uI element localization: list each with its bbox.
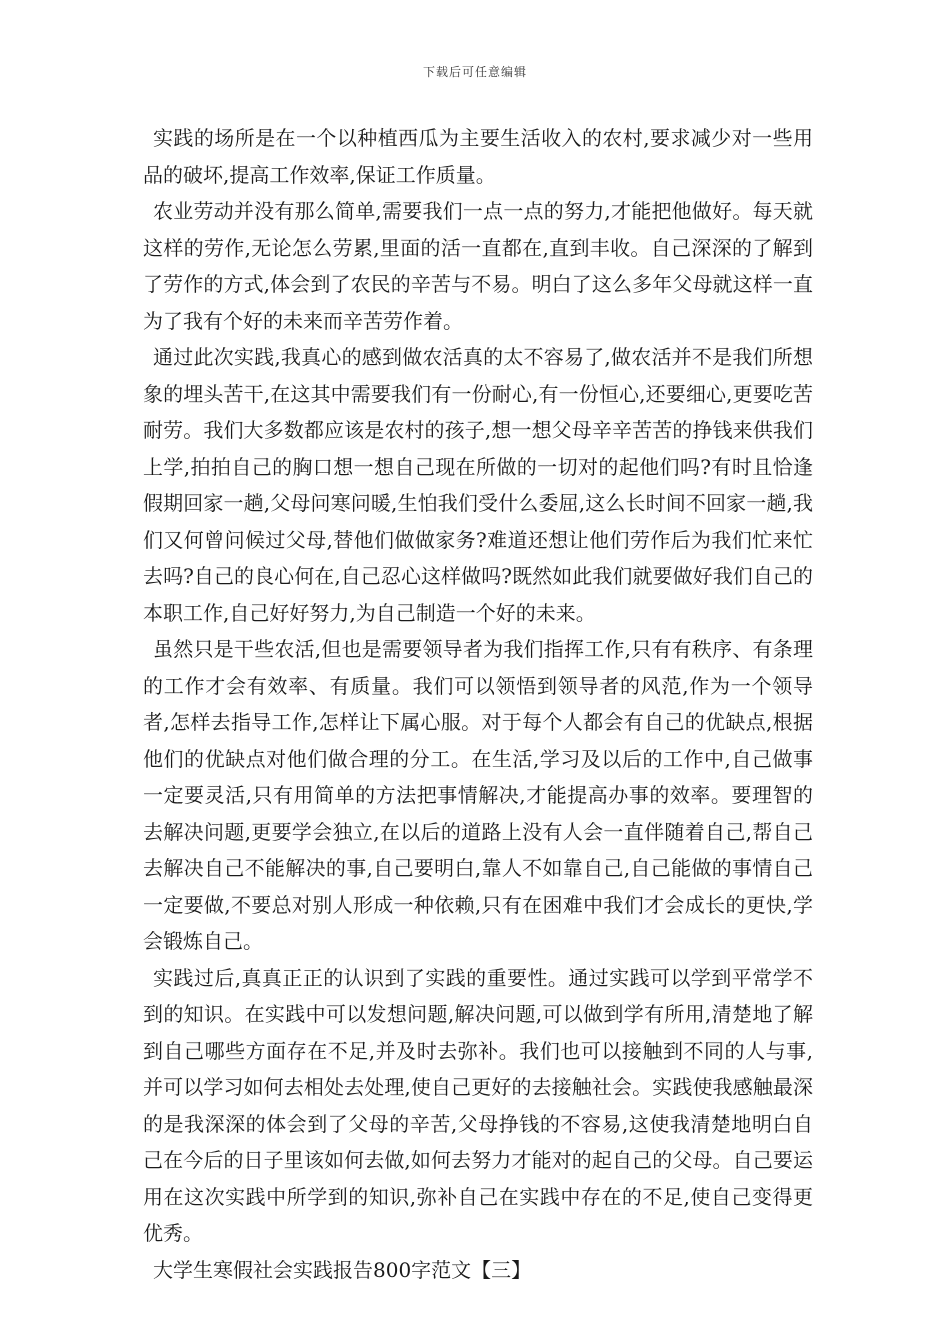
- paragraph-4: 虽然只是干些农活,但也是需要领导者为我们指挥工作,只有有秩序、有条理的工作才会有效率、有质量。我们可以领悟到领导者的风范,作为一个领导者,怎样去指导工作,怎样让下属心服。对于每个人都会有自己的优缺点,根据他们的优缺点对他们做合理的分工。在生活,学习及以后的工作中,自己做事一定要灵活,只有用简单的方法把事情解决,才能提高办事的效率。要理智的去解决问题,更要学会独立,在以后的道路上没有人会一直伴随着自己,帮自己去解决自己不能解决的事,自己要明白,靠人不如靠自己,自己能做的事情自己一定要做,不要总对别人形成一种依赖,只有在困难中我们才会成长的更快,学会锻炼自己。: [143, 637, 813, 953]
- section-heading: 大学生寒假社会实践报告800字范文【三】: [153, 1257, 532, 1282]
- document-body: [143, 120, 813, 1288]
- page-header-note: 下载后可任意编辑: [422, 65, 527, 79]
- paragraph-3: 通过此次实践,我真心的感到做农活真的太不容易了,做农活并不是我们所想象的埋头苦干,在这其中需要我们有一份耐心,有一份恒心,还要细心,更要吃苦耐劳。我们大多数都应该是农村的孩子,想一想父母辛辛苦苦的挣钱来供我们上学,拍拍自己的胸口想一想自己现在所做的一切对的起他们吗?有时且恰逢假期回家一趟,父母问寒问暖,生怕我们受什么委屈,这么长时间不回家一趟,我们又何曾问候过父母,替他们做做家务?难道还想让他们劳作后为我们忙来忙去吗?自己的良心何在,自己忍心这样做吗?既然如此我们就要做好我们自己的本职工作,自己好好努力,为自己制造一个好的未来。: [143, 345, 813, 625]
- paragraph-5: 实践过后,真真正正的认识到了实践的重要性。通过实践可以学到平常学不到的知识。在实践中可以发想问题,解决问题,可以做到学有所用,清楚地了解到自己哪些方面存在不足,并及时去弥补。我们也可以接触到不同的人与事,并可以学习如何去相处去处理,使自己更好的去接触社会。实践使我感触最深的是我深深的体会到了父母的辛苦,父母挣钱的不容易,这使我清楚地明白自己在今后的日子里该如何去做,如何去努力才能对的起自己的父母。自己要运用在这次实践中所学到的知识,弥补自己在实践中存在的不足,使自己变得更优秀。: [143, 965, 813, 1245]
- paragraph-2: 农业劳动并没有那么简单,需要我们一点一点的努力,才能把他做好。每天就这样的劳作,无论怎么劳累,里面的活一直都在,直到丰收。自己深深的了解到了劳作的方式,体会到了农民的辛苦与不易。明白了这么多年父母就这样一直为了我有个好的未来而辛苦劳作着。: [143, 199, 813, 333]
- paragraph-1: 实践的场所是在一个以种植西瓜为主要生活收入的农村,要求减少对一些用品的破坏,提高工作效率,保证工作质量。: [143, 126, 813, 187]
